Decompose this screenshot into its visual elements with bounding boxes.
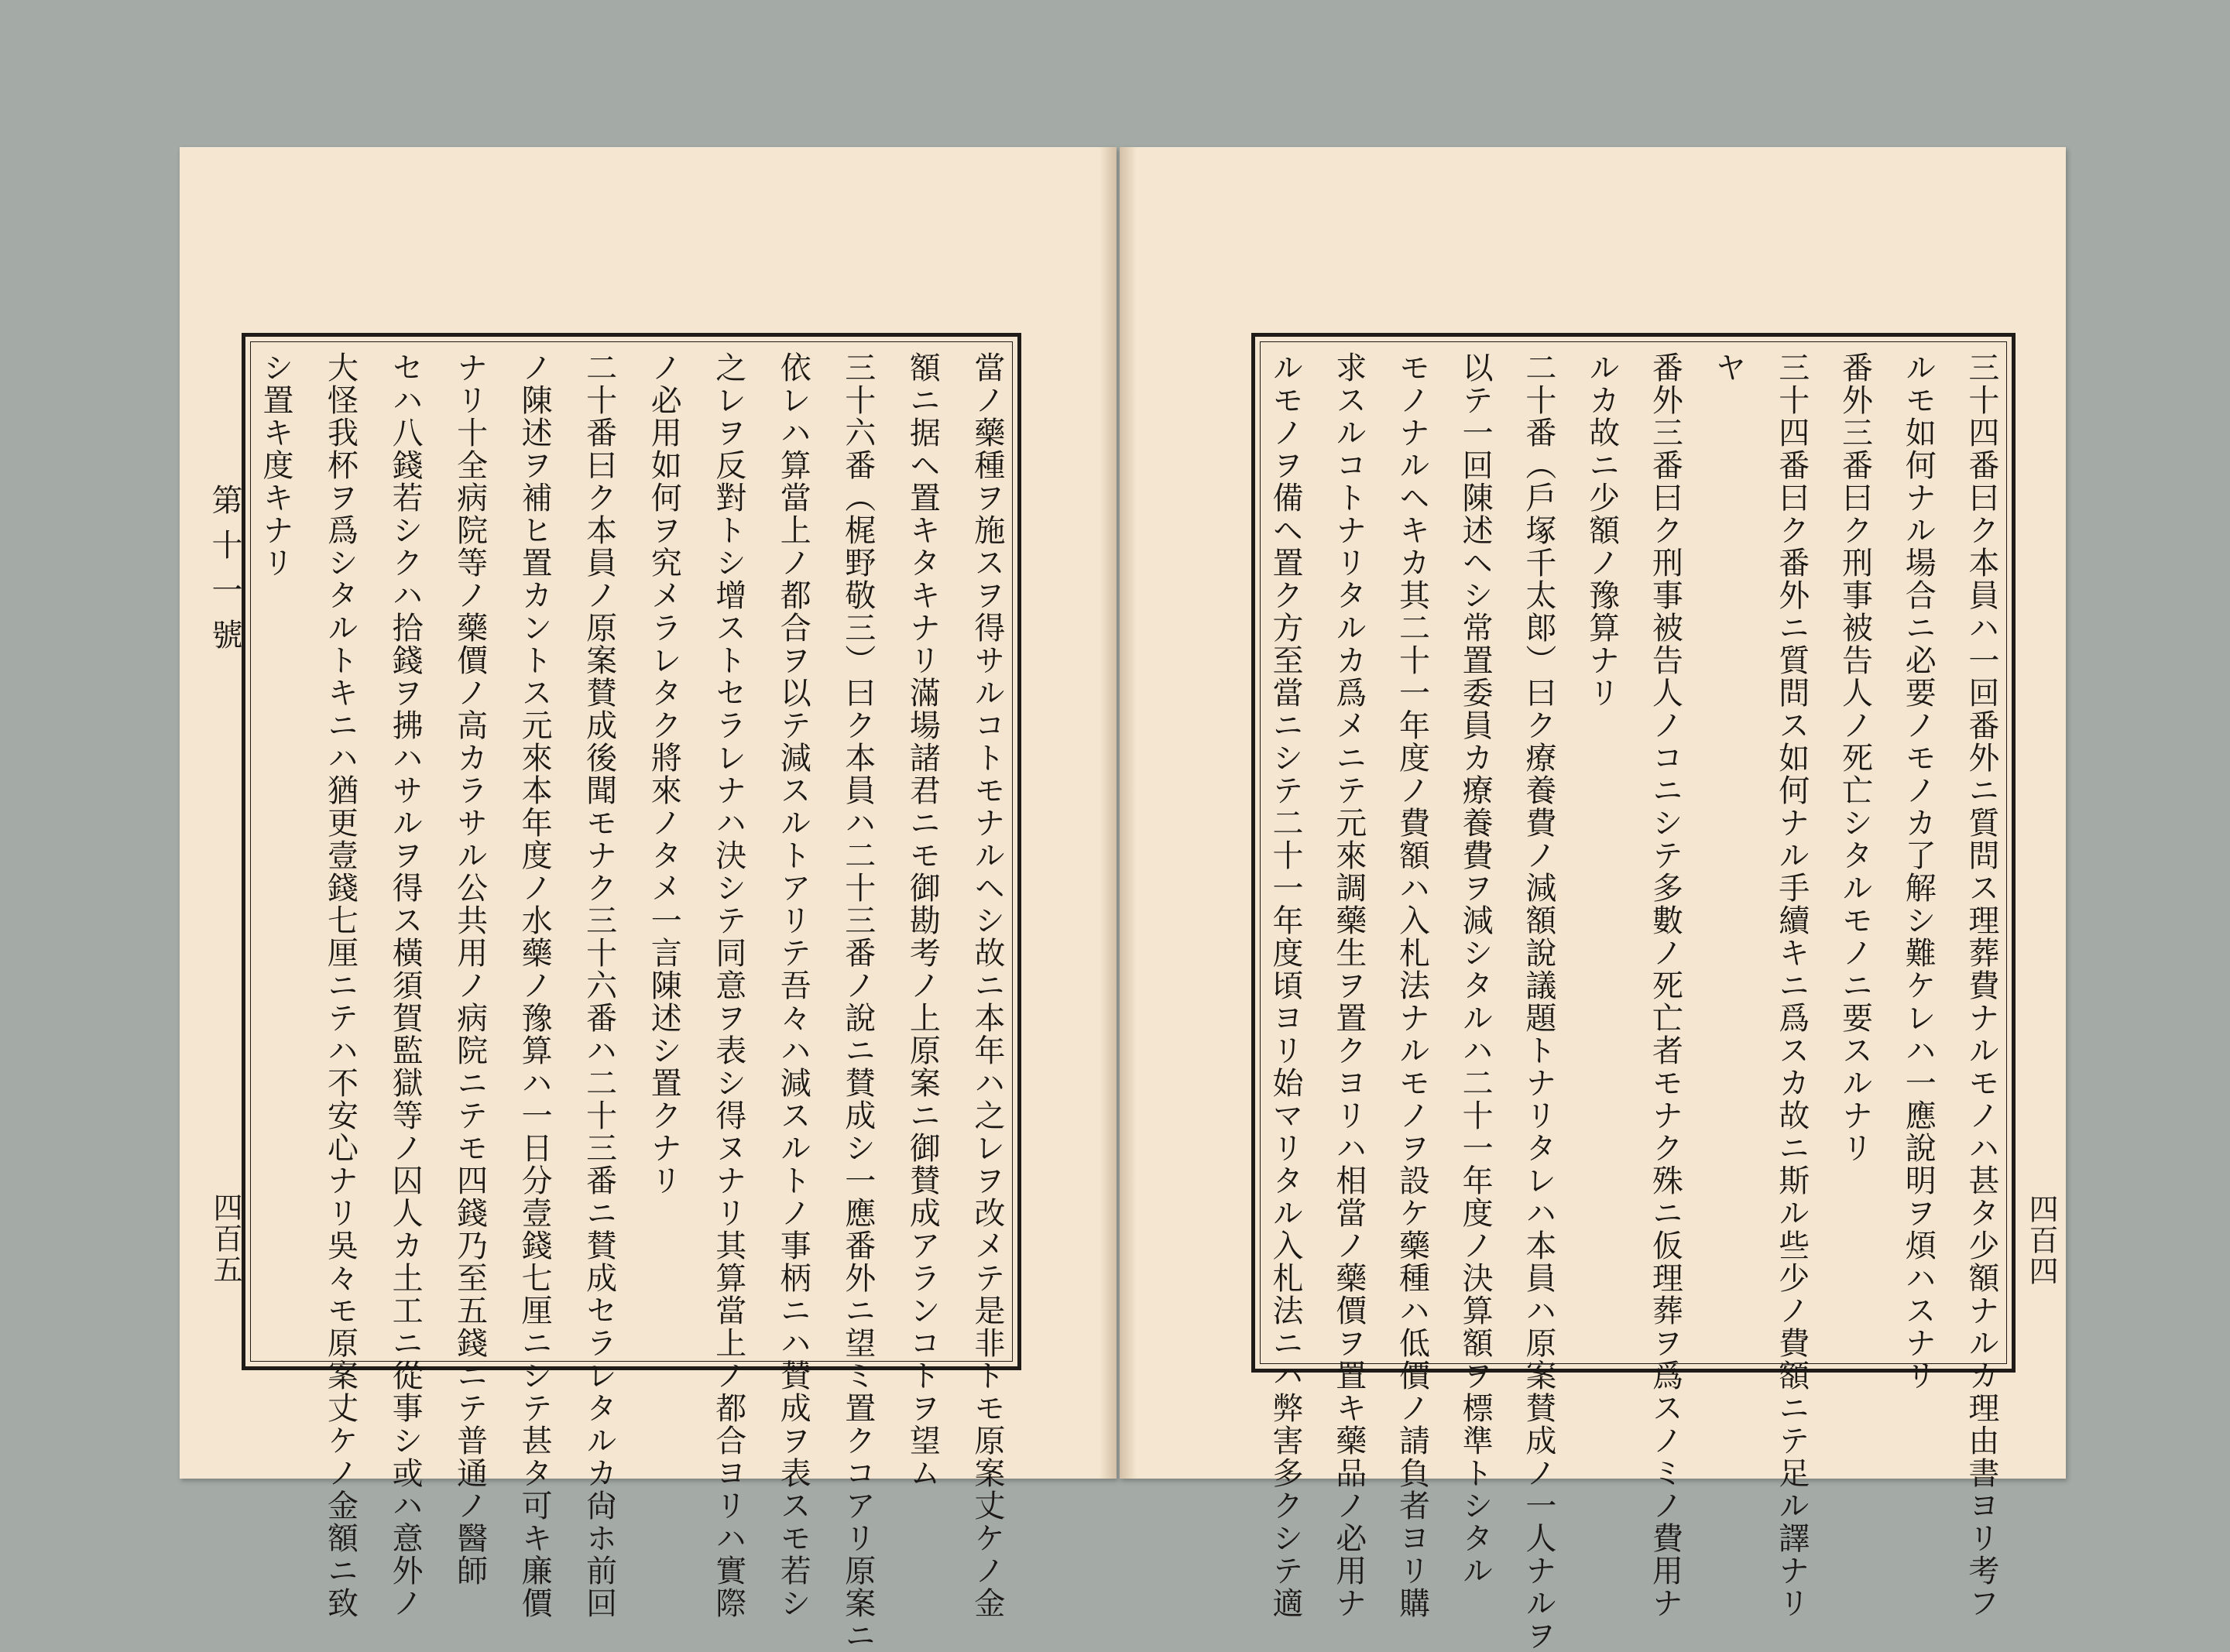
text-column: セハ八錢若シクハ拾錢ヲ拂ハサルヲ得ス橫須賀監獄等ノ囚人カ土工ニ從事シ或ハ意外ノ: [387, 351, 424, 1619]
text-column: ノ陳述ヲ補ヒ置カントス元來本年度ノ水藥ノ豫算ハ一日分壹錢七厘ニシテ甚タ可キ廉價: [516, 351, 553, 1619]
text-column: ルカ故ニ少額ノ豫算ナリ: [1583, 351, 1620, 709]
text-column: 二十番（戶塚千太郞）曰ク療養費ノ減額說議題トナリタレハ本員ハ原案賛成ノ一人ナルヲ: [1520, 351, 1556, 1652]
text-column: ノ必用如何ヲ究メラレタク將來ノタメ一言陳述シ置クナリ: [646, 351, 682, 1197]
text-column: 額ニ据ヘ置キタキナリ滿場諸君ニモ御勘考ノ上原案ニ御賛成アランコトヲ望ム: [904, 351, 941, 1489]
text-column: 以テ一回陳述ヘシ常置委員カ療養費ヲ減シタルハ二十一年度ノ決算額ヲ標準トシタル: [1457, 351, 1494, 1587]
text-column: 二十番曰ク本員ノ原案賛成後聞モナク三十六番ハ二十三番ニ賛成セラレタルカ尙ホ前回: [581, 351, 617, 1619]
text-column: シ置キ度キナリ: [258, 351, 293, 579]
left-page: [180, 147, 1117, 1652]
text-frame: [242, 333, 1021, 1652]
text-column: 三十四番曰ク番外ニ質問ス如何ナル手續キニ爲スカ故ニ斯ル些少ノ費額ニテ足ル譯ナリ: [1773, 351, 1810, 1619]
text-column: モノナルヘキカ其二十一年度ノ費額ハ入札法ナルモノヲ設ケ藥種ハ低價ノ請負者ヨリ購: [1394, 351, 1430, 1619]
text-column: 之レヲ反對トシ增ストセラレナハ決シテ同意ヲ表シ得ヌナリ其算當上ノ都合ヨリハ實際: [710, 351, 746, 1619]
text-frame: [1251, 333, 2016, 1652]
text-column: ルモ如何ナル場合ニ必要ノモノカ了解シ難ケレハ一應說明ヲ煩ハスナリ: [1900, 351, 1937, 1392]
page-number: 四百五: [208, 1192, 242, 1285]
gutter-shadow: [1120, 147, 1137, 1479]
page-number: 四百四: [2024, 1194, 2058, 1287]
text-column: ヤ: [1710, 351, 1747, 384]
text-column: 番外三番曰ク刑事被告人ノ死亡シタルモノニ要スルナリ: [1837, 351, 1873, 1164]
text-frame-inner: [1260, 341, 2007, 1652]
text-column: 當ノ藥種ヲ施スヲ得サルコトモナルヘシ故ニ本年ハ之レヲ改メテ是非トモ原案丈ケノ金: [969, 351, 1005, 1619]
text-column: 依レハ算當上ノ都合ヲ以テ減スルトアリテ吾々ハ減スルトノ事柄ニハ賛成ヲ表スモ若シ: [775, 351, 811, 1619]
text-column: ルモノヲ備ヘ置ク方至當ニシテ二十一年度頃ヨリ始マリタル入札法ニハ弊害多クシテ適: [1268, 351, 1303, 1619]
text-column: 三十六番（梶野敬三）曰ク本員ハ二十三番ノ說ニ賛成シ一應番外ニ望ミ置クコアリ原案ニ: [839, 351, 876, 1652]
gutter-shadow: [1100, 147, 1117, 1479]
text-column: 三十四番曰ク本員ハ一回番外ニ質問ス理葬費ナルモノハ甚タ少額ナルカ理由書ヨリ考フ: [1963, 351, 1999, 1619]
text-column: 番外三番曰ク刑事被告人ノコニシテ多數ノ死亡者モナク殊ニ仮理葬ヲ爲スノミノ費用ナ: [1647, 351, 1683, 1619]
text-column: 求スルコトナリタルカ爲メニテ元來調藥生ヲ置クヨリハ相當ノ藥價ヲ置キ藥品ノ必用ナ: [1330, 351, 1367, 1619]
issue-number: 第十一號: [207, 484, 242, 663]
right-page: [1120, 147, 2066, 1652]
text-column: ナリ十全病院等ノ藥價ノ高カラサル公共用ノ病院ニテモ四錢乃至五錢ニテ普通ノ醫師: [451, 351, 488, 1587]
text-columns: [258, 351, 1005, 1652]
text-columns: [1268, 351, 1999, 1652]
text-frame-inner: [250, 341, 1013, 1652]
text-column: 大怪我杯ヲ爲シタルトキニハ猶更壹錢七厘ニテハ不安心ナリ吳々モ原案丈ケノ金額ニ致: [322, 351, 359, 1619]
